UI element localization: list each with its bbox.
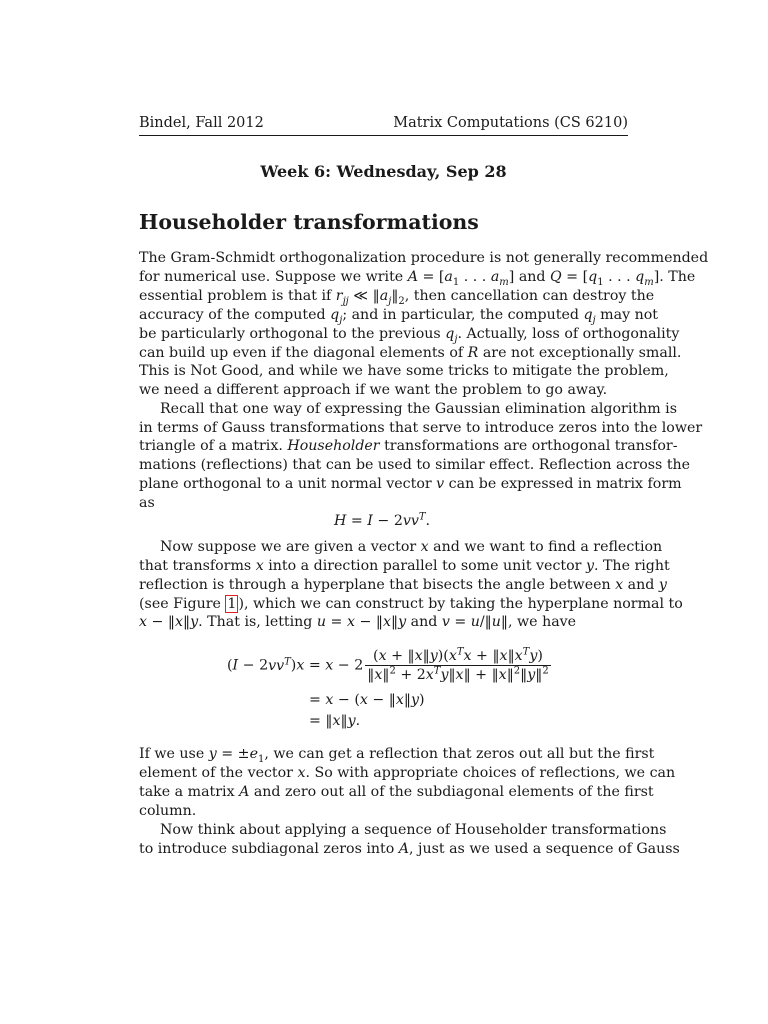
para3-line2: that transforms x into a direction parallel to some unit vector y. The right (139, 558, 670, 574)
running-header (139, 113, 628, 133)
para1-line3: essential problem is that if $r_{jj}$ ≪ $‖a_j‖_2$, then cancellation can destroy the (139, 288, 655, 307)
derivation-line3: = ‖x‖y. (309, 713, 361, 729)
para3-line4: (see Figure 1 ), which we can construct by taking the hyperplane normal to (139, 596, 683, 612)
formula-A: $A = [a_1$ . . . $a_m$] (407, 269, 515, 288)
para2-line3: triangle of a matrix. Householder transformations are orthogonal transfor- (139, 438, 678, 454)
para1-line6: can build up even if the diagonal elements of R are not exceptionally small. (139, 345, 682, 361)
derivation-line1: $(I - 2vv^T)x = x - 2$ $\frac{(x + ‖x‖y)(x^Tx + ‖x‖x^Ty)}{‖x‖^2 + 2x^Ty‖x‖ + ‖x‖^2‖y‖^2}$ (227, 646, 549, 683)
header-course: Matrix Computations (CS 6210) (393, 115, 628, 131)
para1-line5: be particularly orthogonal to the previous $q_j$. Actually, loss of orthogonality (139, 326, 680, 345)
para1-line8: we need a different approach if we want the problem to go away. (139, 382, 608, 398)
para4-line1: If we use $y = \pm e_1$, we can get a reflection that zeros out all but the first (139, 746, 655, 765)
para1-line4: accuracy of the computed $q_j$; and in particular, the computed $q_j$ may not (139, 307, 658, 326)
para3-line5: x − ‖x‖y. That is, letting u = x − ‖x‖y and v = u/‖u‖, we have (139, 614, 577, 630)
para1-line2: for numerical use. Suppose we write $A = [a_1$ . . . $a_m$] and $Q = [q_1$ . . . $q_m$]. The (139, 269, 696, 288)
para2-line5: plane orthogonal to a unit normal vector v can be expressed in matrix form (139, 476, 682, 492)
header-rule (139, 135, 628, 136)
para4-line3: take a matrix A and zero out all of the subdiagonal elements of the first (139, 784, 654, 800)
para1-line1: The Gram-Schmidt orthogonalization procedure is not generally recommended (139, 250, 709, 266)
derivation-line2: = x − (x − ‖x‖y) (309, 692, 425, 708)
para2-line1: Recall that one way of expressing the Gaussian elimination algorithm is (160, 401, 677, 417)
para5-line2: to introduce subdiagonal zeros into A, just as we used a sequence of Gauss (139, 841, 680, 857)
householder-matrix-equation: $H = I - 2vv^T$. (334, 511, 431, 529)
para4-line2: element of the vector x. So with appropriate choices of reflections, we can (139, 765, 676, 781)
formula-y-e1: $y = \pm e_1$ (208, 746, 265, 765)
lecture-title: Week 6: Wednesday, Sep 28 (260, 162, 507, 181)
para3-line1: Now suppose we are given a vector x and we want to find a reflection (160, 539, 663, 555)
section-heading: Householder transformations (139, 210, 479, 234)
para1-line7: This is Not Good, and while we have some tricks to mitigate the problem, (139, 363, 669, 379)
para5-line1: Now think about applying a sequence of Householder transformations (160, 822, 667, 838)
para3-line3: reflection is through a hyperplane that bisects the angle between x and y (139, 577, 667, 593)
formula-rjj: $r_{jj}$ ≪ $‖a_j‖_2$ (335, 288, 405, 307)
para2-line4: mations (reflections) that can be used to similar effect. Reflection across the (139, 457, 691, 473)
para2-line6: as (139, 495, 155, 511)
para4-line4: column. (139, 803, 197, 819)
formula-Q: $Q = [q_1$ . . . $q_m$] (550, 269, 660, 288)
para2-line2: in terms of Gauss transformations that serve to introduce zeros into the lower (139, 420, 703, 436)
figure-link[interactable]: 1 (227, 596, 237, 612)
header-author-term: Bindel, Fall 2012 (139, 115, 264, 131)
